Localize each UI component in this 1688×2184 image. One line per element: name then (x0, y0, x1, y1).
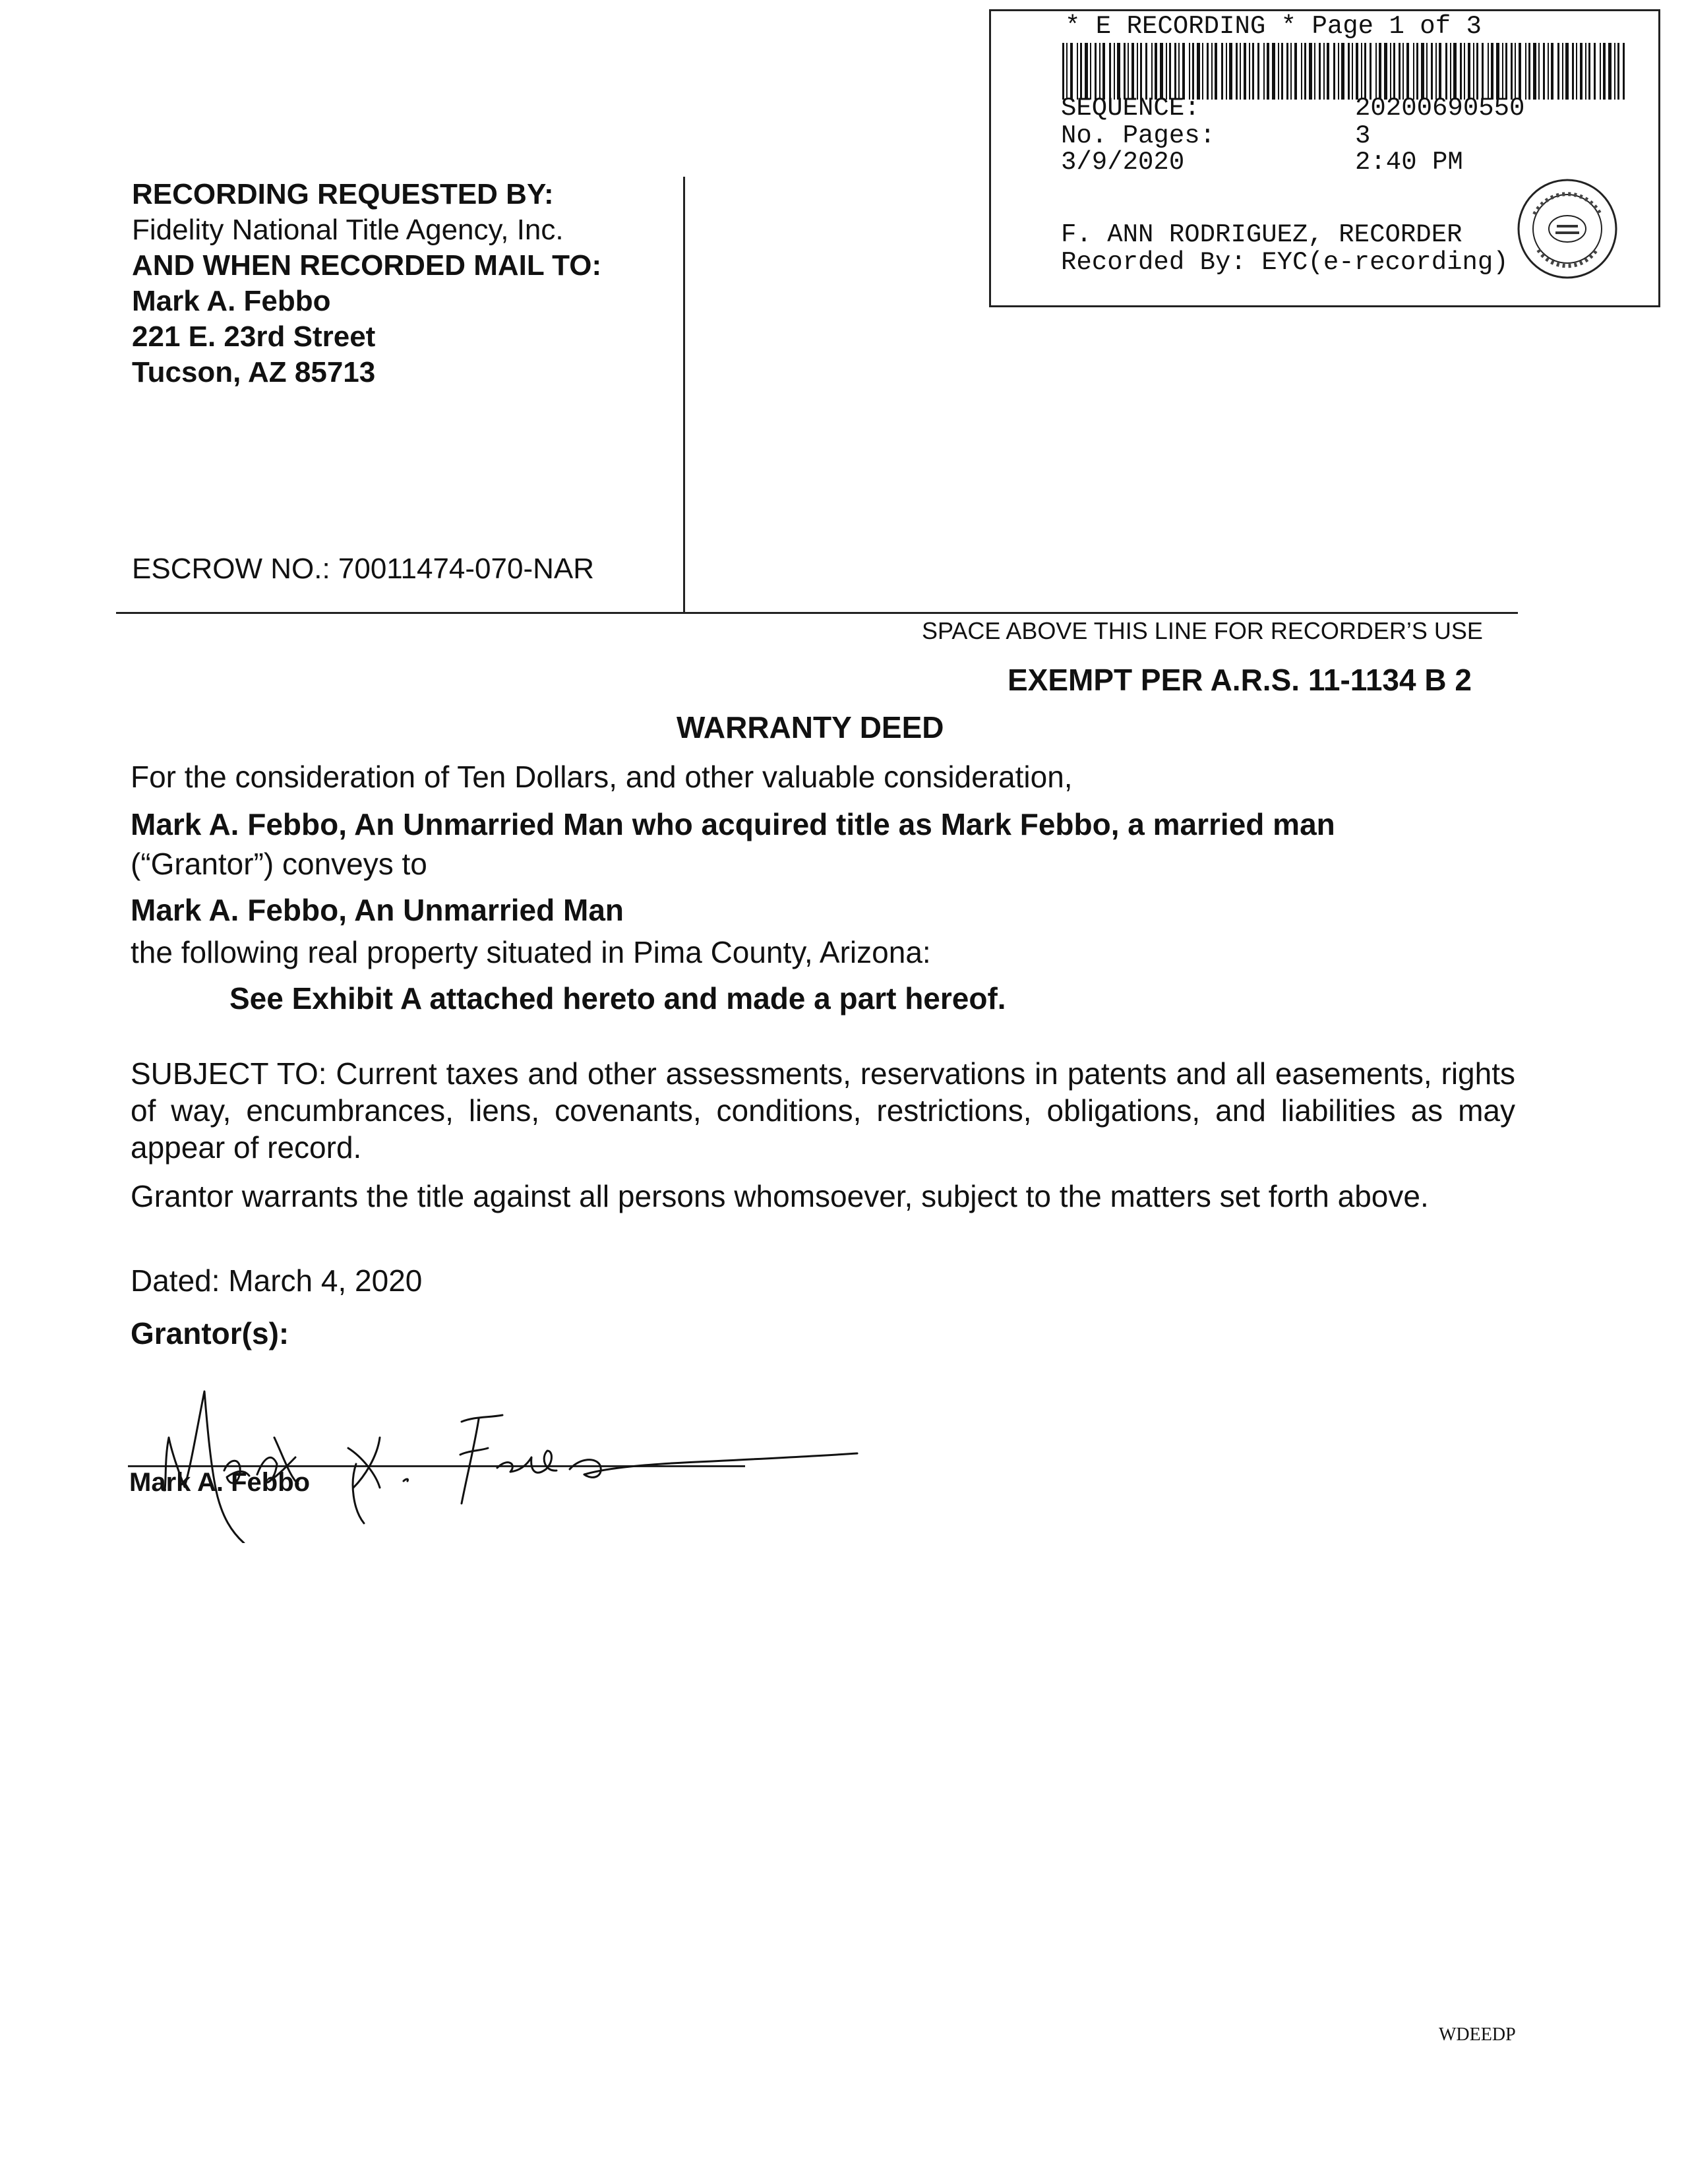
grantor-conveys-text: (“Grantor”) conveys to (131, 847, 427, 881)
vertical-divider (683, 177, 685, 612)
document-title: WARRANTY DEED (677, 710, 944, 744)
pages-value: 3 (1355, 121, 1371, 150)
subject-to-paragraph: SUBJECT TO: Current taxes and other assessments, reservations in patents and all easements, rights of way, encumbrances, liens, covenants, conditions, restrictions, obligations, and liabilities as may appear of record. (131, 1056, 1515, 1165)
grantee-name: Mark A. Febbo, An Unmarried Man (131, 893, 624, 927)
escrow-number: ESCROW NO.: 70011474-070-NAR (132, 553, 595, 585)
mail-to-label: AND WHEN RECORDED MAIL TO: (132, 249, 602, 282)
recorder-space-line (116, 612, 1518, 614)
sequence-value: 20200690550 (1355, 94, 1525, 123)
recorder-space-label: SPACE ABOVE THIS LINE FOR RECORDER’S USE (922, 617, 1483, 644)
requested-by-name: Fidelity National Title Agency, Inc. (132, 214, 564, 246)
recorder-name: F. ANN RODRIGUEZ, RECORDER (1061, 220, 1462, 249)
grantors-label: Grantor(s): (131, 1316, 289, 1350)
recording-date: 3/9/2020 (1061, 148, 1185, 177)
signer-name: Mark A. Febbo (129, 1468, 311, 1497)
stamp-header: * E RECORDING * Page 1 of 3 (1065, 12, 1482, 41)
recording-request-block (132, 177, 673, 390)
consideration-text: For the consideration of Ten Dollars, and other valuable consideration, (131, 760, 1073, 794)
sequence-label: SEQUENCE: (1061, 94, 1200, 123)
grantor-description: Mark A. Febbo, An Unmarried Man who acquired title as Mark Febbo, a married man (131, 807, 1335, 841)
footer-form-code: WDEEDP (1439, 2024, 1516, 2045)
barcode-icon (1062, 43, 1629, 100)
county-seal-icon (1515, 176, 1620, 282)
recorded-by: Recorded By: EYC(e-recording) (1061, 248, 1509, 277)
exhibit-reference: See Exhibit A attached hereto and made a part hereof. (229, 981, 1006, 1016)
recording-time: 2:40 PM (1355, 148, 1463, 177)
exempt-statement: EXEMPT PER A.R.S. 11-1134 B 2 (1008, 663, 1472, 697)
recording-stamp (989, 9, 1660, 307)
mail-to-name: Mark A. Febbo (132, 285, 331, 317)
property-statement: the following real property situated in Pima County, Arizona: (131, 935, 931, 969)
warranty-paragraph: Grantor warrants the title against all persons whomsoever, subject to the matters set forth above. (131, 1179, 1429, 1213)
requested-by-label: RECORDING REQUESTED BY: (132, 178, 554, 210)
pages-label: No. Pages: (1061, 121, 1216, 150)
mail-to-street: 221 E. 23rd Street (132, 320, 376, 353)
handwritten-signature (119, 1358, 870, 1543)
dated-line: Dated: March 4, 2020 (131, 1263, 423, 1298)
mail-to-city: Tucson, AZ 85713 (132, 356, 376, 388)
